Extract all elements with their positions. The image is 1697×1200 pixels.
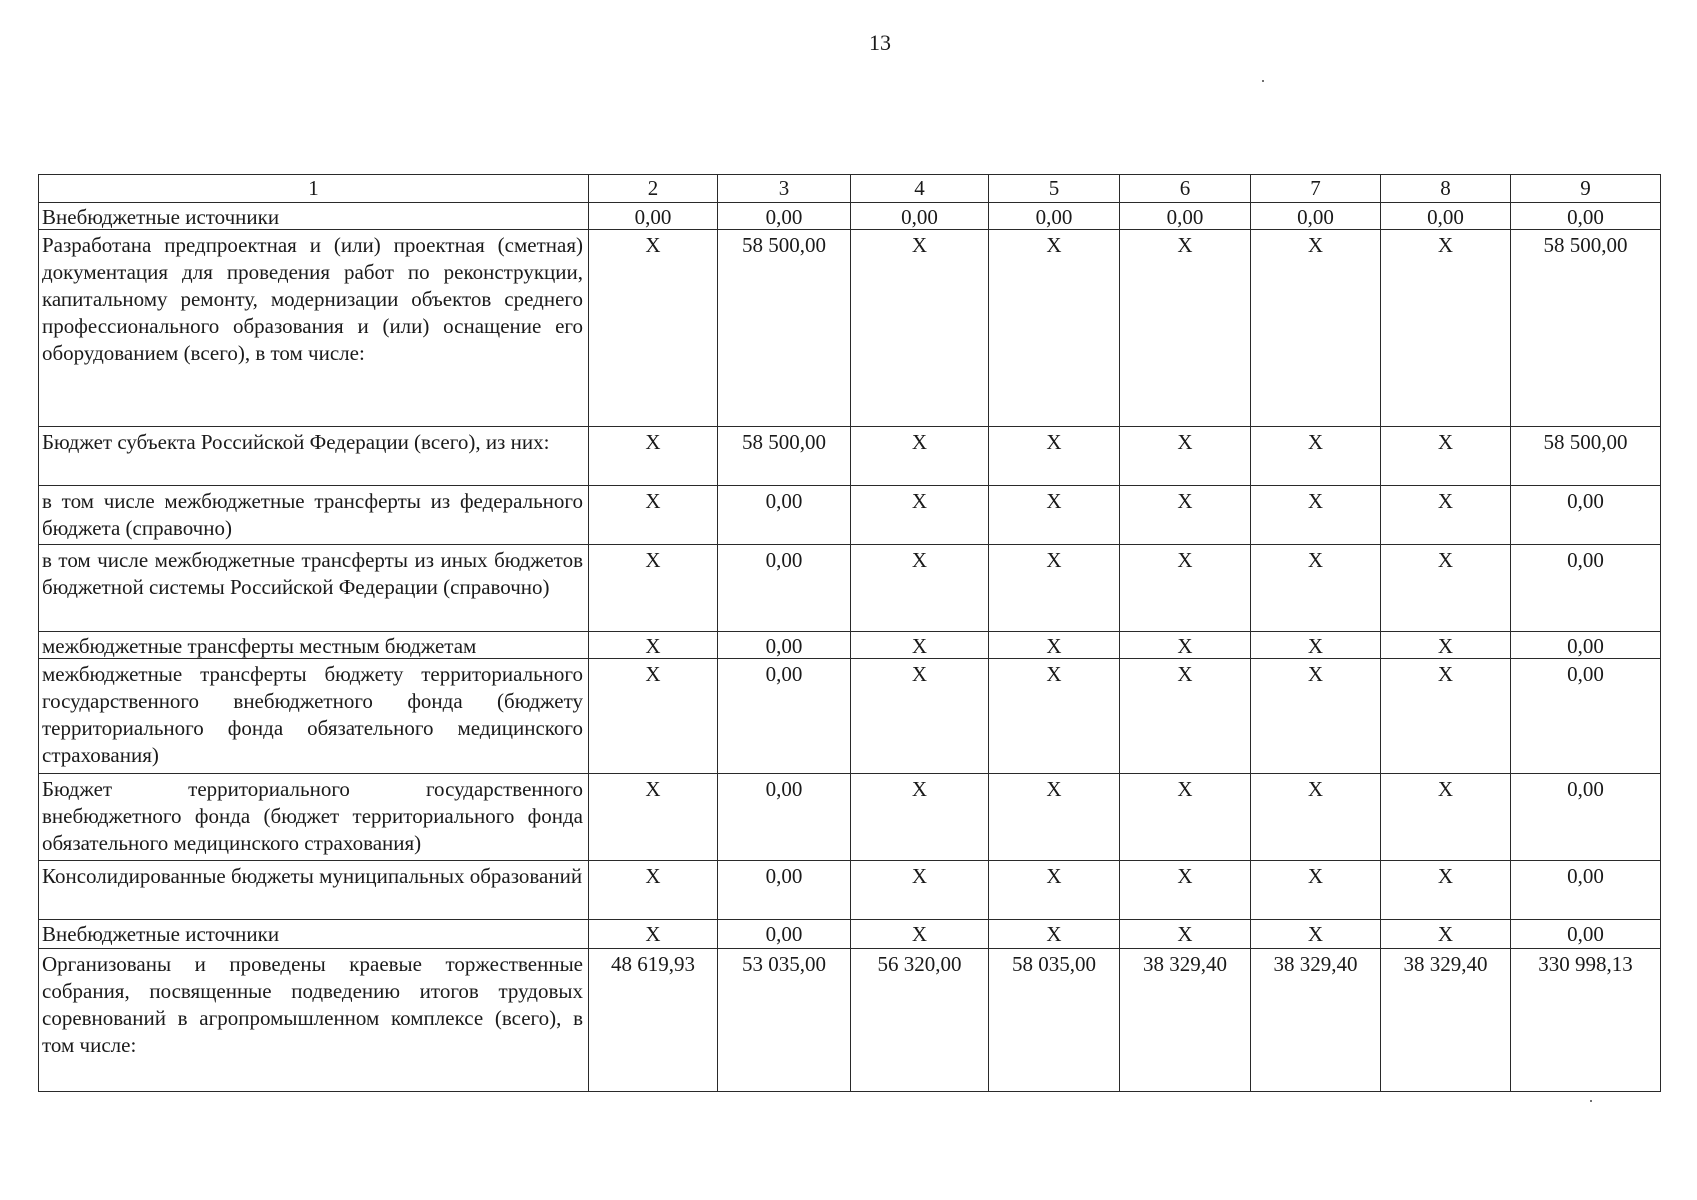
cell-value: X xyxy=(851,920,989,949)
cell-value: X xyxy=(1120,861,1251,920)
cell-value: X xyxy=(1251,659,1381,774)
cell-value: X xyxy=(589,774,718,861)
cell-value: 0,00 xyxy=(1120,203,1251,230)
scan-speck xyxy=(1262,80,1264,82)
cell-value: 0,00 xyxy=(1511,203,1661,230)
cell-value: X xyxy=(1120,774,1251,861)
cell-value: 0,00 xyxy=(718,659,851,774)
cell-value: X xyxy=(989,920,1120,949)
table-row xyxy=(39,632,1661,659)
cell-value: X xyxy=(851,774,989,861)
table-row xyxy=(39,774,1661,861)
scan-speck xyxy=(1590,1100,1592,1102)
cell-value: X xyxy=(989,632,1120,659)
cell-value: X xyxy=(589,632,718,659)
table-row xyxy=(39,659,1661,774)
cell-value: 0,00 xyxy=(718,203,851,230)
row-label: Внебюджетные источники xyxy=(39,203,589,230)
cell-value: 0,00 xyxy=(1511,861,1661,920)
cell-value: X xyxy=(589,427,718,486)
column-number: 8 xyxy=(1381,175,1511,203)
cell-value: 38 329,40 xyxy=(1251,949,1381,1092)
cell-value: 0,00 xyxy=(1511,659,1661,774)
cell-value: X xyxy=(1120,545,1251,632)
row-label: Организованы и проведены краевые торжественные собрания, посвященные подведению итогов трудовых соревнований в агропромышленном комплексе (всего), в том числе: xyxy=(39,949,589,1092)
cell-value: X xyxy=(1120,632,1251,659)
cell-value: X xyxy=(1251,774,1381,861)
cell-value: X xyxy=(851,230,989,427)
cell-value: 0,00 xyxy=(1511,486,1661,545)
cell-value: X xyxy=(1251,486,1381,545)
cell-value: X xyxy=(851,545,989,632)
cell-value: X xyxy=(1251,861,1381,920)
column-number: 9 xyxy=(1511,175,1661,203)
row-label: межбюджетные трансферты бюджету территориального государственного внебюджетного фонда (бюджету территориального фонда обязательного медицинского страхования) xyxy=(39,659,589,774)
cell-value: 58 035,00 xyxy=(989,949,1120,1092)
cell-value: X xyxy=(851,632,989,659)
cell-value: X xyxy=(1251,632,1381,659)
cell-value: 0,00 xyxy=(1511,920,1661,949)
table-row xyxy=(39,203,1661,230)
table-row xyxy=(39,486,1661,545)
cell-value: 0,00 xyxy=(718,486,851,545)
column-number: 2 xyxy=(589,175,718,203)
row-label: Разработана предпроектная и (или) проектная (сметная) документация для проведения работ по реконструкции, капитальному ремонту, модернизации объектов среднего профессионального образования и (или) оснащение его оборудованием (всего), в том числе: xyxy=(39,230,589,427)
row-label: в том числе межбюджетные трансферты из федерального бюджета (справочно) xyxy=(39,486,589,545)
cell-value: X xyxy=(1381,659,1511,774)
cell-value: X xyxy=(589,920,718,949)
cell-value: 0,00 xyxy=(589,203,718,230)
column-number: 3 xyxy=(718,175,851,203)
cell-value: 0,00 xyxy=(1381,203,1511,230)
cell-value: 0,00 xyxy=(718,774,851,861)
cell-value: 48 619,93 xyxy=(589,949,718,1092)
column-number: 7 xyxy=(1251,175,1381,203)
table-row xyxy=(39,949,1661,1092)
cell-value: 0,00 xyxy=(1511,545,1661,632)
cell-value: 0,00 xyxy=(1251,203,1381,230)
cell-value: X xyxy=(989,659,1120,774)
cell-value: X xyxy=(851,486,989,545)
cell-value: X xyxy=(1381,774,1511,861)
cell-value: X xyxy=(1381,230,1511,427)
cell-value: X xyxy=(989,486,1120,545)
cell-value: 58 500,00 xyxy=(1511,230,1661,427)
cell-value: X xyxy=(1251,230,1381,427)
row-label: в том числе межбюджетные трансферты из иных бюджетов бюджетной системы Российской Федерации (справочно) xyxy=(39,545,589,632)
cell-value: X xyxy=(589,486,718,545)
cell-value: X xyxy=(1120,920,1251,949)
row-label: межбюджетные трансферты местным бюджетам xyxy=(39,632,589,659)
table-row xyxy=(39,545,1661,632)
cell-value: X xyxy=(1251,427,1381,486)
cell-value: X xyxy=(989,774,1120,861)
table-row xyxy=(39,230,1661,427)
cell-value: 38 329,40 xyxy=(1381,949,1511,1092)
row-label: Консолидированные бюджеты муниципальных образований xyxy=(39,861,589,920)
budget-table xyxy=(38,174,1661,1092)
cell-value: X xyxy=(851,861,989,920)
cell-value: X xyxy=(989,861,1120,920)
cell-value: 0,00 xyxy=(718,861,851,920)
column-number: 5 xyxy=(989,175,1120,203)
row-label: Бюджет территориального государственного внебюджетного фонда (бюджет территориального фонда обязательного медицинского страхования) xyxy=(39,774,589,861)
column-number: 1 xyxy=(39,175,589,203)
page-number: 13 xyxy=(869,30,891,55)
cell-value: 0,00 xyxy=(989,203,1120,230)
cell-value: X xyxy=(1120,230,1251,427)
cell-value: 0,00 xyxy=(718,632,851,659)
cell-value: X xyxy=(1381,545,1511,632)
cell-value: X xyxy=(1251,920,1381,949)
column-number: 6 xyxy=(1120,175,1251,203)
cell-value: X xyxy=(1381,486,1511,545)
cell-value: 53 035,00 xyxy=(718,949,851,1092)
cell-value: 0,00 xyxy=(718,920,851,949)
column-number: 4 xyxy=(851,175,989,203)
cell-value: X xyxy=(1120,659,1251,774)
cell-value: X xyxy=(589,545,718,632)
cell-value: X xyxy=(1120,427,1251,486)
cell-value: X xyxy=(1381,632,1511,659)
cell-value: X xyxy=(1381,427,1511,486)
cell-value: X xyxy=(589,230,718,427)
cell-value: 58 500,00 xyxy=(718,230,851,427)
cell-value: 0,00 xyxy=(718,545,851,632)
cell-value: X xyxy=(989,230,1120,427)
cell-value: X xyxy=(589,861,718,920)
column-numbers-row xyxy=(39,175,1661,203)
cell-value: 0,00 xyxy=(851,203,989,230)
cell-value: 58 500,00 xyxy=(1511,427,1661,486)
cell-value: 0,00 xyxy=(1511,632,1661,659)
row-label: Бюджет субъекта Российской Федерации (всего), из них: xyxy=(39,427,589,486)
cell-value: 0,00 xyxy=(1511,774,1661,861)
cell-value: X xyxy=(1120,486,1251,545)
row-label: Внебюджетные источники xyxy=(39,920,589,949)
cell-value: 38 329,40 xyxy=(1120,949,1251,1092)
cell-value: X xyxy=(989,427,1120,486)
cell-value: 56 320,00 xyxy=(851,949,989,1092)
table-row xyxy=(39,920,1661,949)
cell-value: X xyxy=(851,659,989,774)
cell-value: 58 500,00 xyxy=(718,427,851,486)
cell-value: X xyxy=(851,427,989,486)
cell-value: X xyxy=(589,659,718,774)
cell-value: X xyxy=(1381,920,1511,949)
cell-value: 330 998,13 xyxy=(1511,949,1661,1092)
cell-value: X xyxy=(1251,545,1381,632)
table-row xyxy=(39,861,1661,920)
cell-value: X xyxy=(989,545,1120,632)
cell-value: X xyxy=(1381,861,1511,920)
table-row xyxy=(39,427,1661,486)
